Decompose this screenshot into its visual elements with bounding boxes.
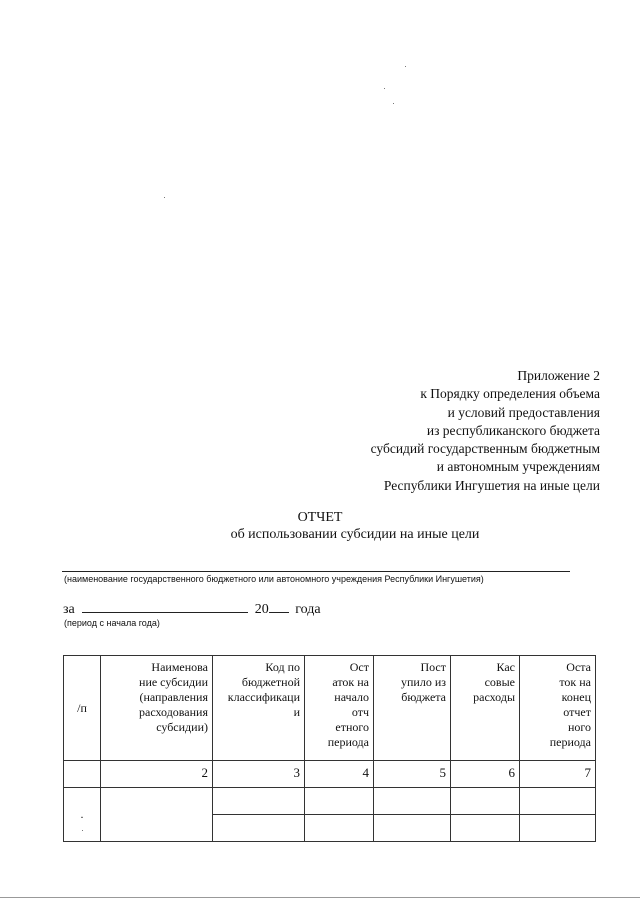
number-cell: 3 bbox=[213, 761, 305, 788]
appendix-line: субсидий государственным бюджетным bbox=[370, 441, 600, 457]
table-cell bbox=[305, 788, 374, 815]
report-title: ОТЧЕТ bbox=[297, 510, 343, 525]
table-header-row bbox=[64, 656, 596, 761]
table-cell bbox=[451, 788, 520, 815]
header-cell: Пост упило из бюджета bbox=[374, 656, 451, 761]
period-prefix: за bbox=[63, 602, 75, 617]
header-cell: Наименова ние субсидии (направления расходования субсидии) bbox=[101, 656, 213, 761]
appendix-line: и условий предоставления bbox=[447, 404, 600, 420]
header-cell: Кас совые расходы bbox=[451, 656, 520, 761]
scan-speck bbox=[164, 197, 165, 198]
institution-name-line bbox=[62, 571, 570, 572]
appendix-line: Республики Ингушетия на иные цели bbox=[383, 477, 600, 493]
row-marker: . bbox=[80, 807, 84, 821]
table-cell bbox=[374, 815, 451, 842]
table-cell bbox=[374, 788, 451, 815]
year-blank bbox=[269, 600, 289, 613]
scan-speck bbox=[393, 103, 394, 104]
report-table bbox=[63, 655, 596, 842]
number-cell: 5 bbox=[374, 761, 451, 788]
header-cell: Ост аток на начало отч етного периода bbox=[305, 656, 374, 761]
period-blank bbox=[82, 600, 248, 613]
period-caption: (период с начала года) bbox=[64, 618, 160, 628]
header-cell: /п bbox=[64, 656, 101, 761]
table-row bbox=[64, 788, 596, 815]
number-cell: 6 bbox=[451, 761, 520, 788]
appendix-line: к Порядку определения объема bbox=[420, 386, 600, 402]
number-cell: 7 bbox=[520, 761, 596, 788]
header-cell: Код по бюджетной классификаци и bbox=[213, 656, 305, 761]
period-suffix: года bbox=[295, 602, 321, 617]
period-line bbox=[63, 600, 321, 618]
table-number-row bbox=[64, 761, 596, 788]
number-cell: 4 bbox=[305, 761, 374, 788]
appendix-line: Приложение 2 bbox=[517, 368, 600, 383]
row-marker-cell bbox=[64, 788, 101, 842]
number-cell: 2 bbox=[101, 761, 213, 788]
number-cell bbox=[64, 761, 101, 788]
scan-speck bbox=[82, 830, 83, 831]
appendix-block bbox=[371, 367, 600, 495]
period-year-prefix: 20 bbox=[254, 602, 269, 617]
table-cell bbox=[101, 788, 213, 842]
table-cell bbox=[520, 815, 596, 842]
table-cell bbox=[451, 815, 520, 842]
scan-speck bbox=[384, 88, 385, 89]
header-cell: Оста ток на конец отчет ного периода bbox=[520, 656, 596, 761]
institution-caption: (наименование государственного бюджетного или автономного учреждения Республики Ингушетия) bbox=[64, 574, 484, 584]
report-subtitle: об использовании субсидии на иные цели bbox=[230, 527, 480, 542]
table-cell bbox=[520, 788, 596, 815]
appendix-line: из республиканского бюджета bbox=[426, 422, 600, 438]
page-bottom-edge bbox=[0, 897, 640, 898]
table-cell bbox=[213, 815, 305, 842]
appendix-line: и автономным учреждениям bbox=[436, 459, 600, 475]
table-cell bbox=[213, 788, 305, 815]
scan-speck bbox=[405, 66, 406, 67]
table-cell bbox=[305, 815, 374, 842]
